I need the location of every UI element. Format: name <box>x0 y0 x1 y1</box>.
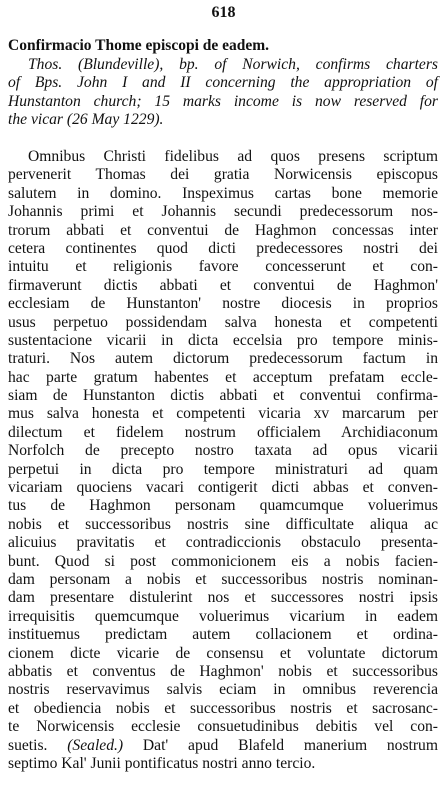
body-line: salutem in domino. Inspeximus cartas bone memorie <box>8 184 438 202</box>
closing-text: Dat' apud Blafeld manerium nostrum <box>123 736 438 754</box>
body-line: cetera continentes quod dicti predecessores nostri dei <box>8 239 438 257</box>
body-line: vicariam quociens vacari contigerit dicti abbas et conven- <box>8 479 438 497</box>
body-line: irrequisitis quemcumque voluerimus vicarium in eadem <box>8 607 438 625</box>
body-line: te Norwicensis ecclesie consuetudinibus debitis vel con- <box>8 718 438 736</box>
body-line: nobis et successoribus nostris sine difficultate aliqua ac <box>8 515 438 533</box>
page-number: 618 <box>211 4 236 21</box>
body-line: cionem dicte vicarie de consensu et voluntate dictorum <box>8 644 438 662</box>
body-line: ecclesiam de Hunstanton' nostre diocesis in proprios <box>8 295 438 313</box>
body-line: et obediencia nobis et successoribus nostris et sacrosanc- <box>8 699 438 717</box>
charter-summary <box>8 56 438 130</box>
body-line: mus salva honesta et competenti vicaria xv marcarum per <box>8 405 438 423</box>
summary-line: the vicar (26 May 1229). <box>8 111 164 129</box>
body-line: intuitu et religionis favore concesserunt et con- <box>8 258 438 276</box>
summary-line: Hunstanton church; 15 marks income is now reserved for <box>8 92 438 110</box>
body-line: dam personam a nobis et successoribus nostris nominan- <box>8 570 438 588</box>
body-line: dilectum et fidelem nostrum officialem Archidiaconum <box>8 423 438 441</box>
body-line: Johannis primi et Johannis secundi predecessorum nos- <box>8 203 438 221</box>
body-line: Omnibus Christi fidelibus ad quos presens scriptum <box>28 148 438 165</box>
body-line: siam de Hunstanton dictis abbati et conventui confirma- <box>8 387 438 405</box>
sealed-note: (Sealed.) <box>67 736 124 754</box>
body-line: Norfolch de precepto nostro taxata ad opus vicarii <box>8 442 438 460</box>
body-line: nostris reservavimus salvis eciam in omnibus reverencia <box>8 681 438 699</box>
body-line: dam presentare distulerint nos et successores nostri ipsis <box>8 589 438 607</box>
charter-heading: Confirmacio Thome episcopi de eadem. <box>8 37 270 54</box>
body-line: trorum abbati et conventui de Haghmon concessas inter <box>8 221 438 239</box>
body-line: traturi. Nos autem dictorum predecessorum factum in <box>8 350 438 368</box>
charter-body <box>8 148 438 773</box>
body-line: pervenerit Thomas dei gratia Norwicensis episcopus <box>8 166 438 184</box>
body-line: abbatis et conventus de Haghmon' nobis et successoribus <box>8 662 438 680</box>
body-line: firmaverunt dictis abbati et conventui de Haghmon' <box>8 276 438 294</box>
body-line: hac parte gratum habentes et acceptum prefatam eccle- <box>8 368 438 386</box>
body-line: instituemus predictam autem collacionem et ordina- <box>8 626 438 644</box>
summary-line: Thos. (Blundeville), bp. of Norwich, confirms charters <box>28 56 438 73</box>
body-line: perpetui in dicta pro tempore ministraturi ad quam <box>8 460 438 478</box>
final-line: septimo Kal' Junii pontificatus nostri anno tercio. <box>8 754 316 772</box>
body-line: usus perpetuo possidendam salva honesta et competenti <box>8 313 438 331</box>
body-line-with-sealed <box>8 737 438 755</box>
summary-line: of Bps. John I and II concerning the appropriation of <box>8 74 438 92</box>
body-line: tus de Haghmon personam quamcumque voluerimus <box>8 497 438 515</box>
body-line-start: suetis. <box>8 736 48 754</box>
body-line: sustentacione vicarii in dicta eccelsia pro tempore minis- <box>8 331 438 349</box>
body-line: alicuius pravitatis et contradiccionis obstaculo presenta- <box>8 534 438 552</box>
body-line: bunt. Quod si post commonicionem eis a nobis facien- <box>8 552 438 570</box>
